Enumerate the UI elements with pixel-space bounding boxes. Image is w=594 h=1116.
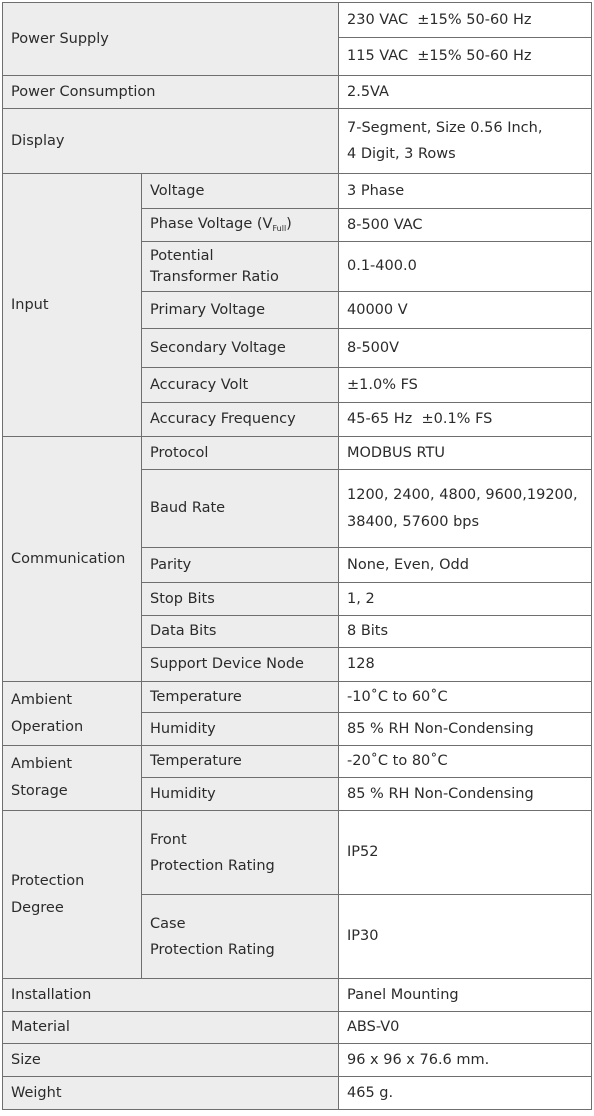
power-consumption-label: Power Consumption [3, 76, 339, 109]
communication-label: Communication [3, 437, 142, 682]
accuracy-volt-label: Accuracy Volt [142, 368, 339, 403]
storage-temperature-label: Temperature [142, 746, 339, 778]
table-row [3, 3, 592, 38]
ambient-operation-label-line: Operation [11, 718, 84, 735]
table-row [3, 979, 592, 1012]
parity-value: None, Even, Odd [339, 548, 592, 583]
accuracy-frequency-value: 45-65 Hz ±0.1% FS [339, 403, 592, 437]
table-row [3, 746, 592, 778]
pt-ratio-label-line: Transformer Ratio [150, 268, 279, 285]
data-bits-label: Data Bits [142, 616, 339, 648]
power-supply-value-230: 230 VAC ±15% 50-60 Hz [339, 3, 592, 38]
installation-label: Installation [3, 979, 339, 1012]
ambient-storage-label-line: Storage [11, 783, 68, 799]
front-protection-label-line: Front [150, 831, 187, 848]
secondary-voltage-value: 8-500V [339, 329, 592, 368]
material-value: ABS-V0 [339, 1012, 592, 1044]
display-value-line: 7-Segment, Size 0.56 Inch, [347, 120, 543, 136]
protection-degree-label [3, 811, 142, 979]
phase-voltage-subscript: Full [272, 224, 287, 233]
power-supply-value-115: 115 VAC ±15% 50-60 Hz [339, 38, 592, 76]
ambient-storage-label [3, 746, 142, 811]
weight-value: 465 g. [339, 1077, 592, 1110]
storage-temperature-value: -20˚C to 80˚C [339, 746, 592, 778]
specification-table [2, 2, 592, 1110]
front-protection-label-line: Protection Rating [150, 857, 275, 874]
table-row [3, 174, 592, 209]
power-consumption-value: 2.5VA [339, 76, 592, 109]
support-device-node-label: Support Device Node [142, 648, 339, 682]
table-row [3, 1077, 592, 1110]
table-row [3, 811, 592, 895]
case-protection-label-line: Case [150, 915, 186, 932]
display-label: Display [3, 109, 339, 174]
accuracy-volt-value: ±1.0% FS [339, 368, 592, 403]
power-supply-label: Power Supply [3, 3, 339, 76]
installation-value: Panel Mounting [339, 979, 592, 1012]
phase-voltage-label-tail: ) [286, 216, 292, 232]
pt-ratio-label-line: Potential [150, 247, 214, 264]
pt-ratio-label [142, 242, 339, 292]
protocol-label: Protocol [142, 437, 339, 470]
phase-voltage-value: 8-500 VAC [339, 209, 592, 242]
storage-humidity-label: Humidity [142, 778, 339, 811]
size-value: 96 x 96 x 76.6 mm. [339, 1044, 592, 1077]
storage-humidity-value: 85 % RH Non-Condensing [339, 778, 592, 811]
operation-humidity-value: 85 % RH Non-Condensing [339, 713, 592, 746]
baud-rate-value [339, 470, 592, 548]
protocol-value: MODBUS RTU [339, 437, 592, 470]
table-row [3, 1012, 592, 1044]
data-bits-value: 8 Bits [339, 616, 592, 648]
case-protection-label [142, 895, 339, 979]
ambient-storage-label-line: Ambient [11, 756, 73, 772]
display-value-line: 4 Digit, 3 Rows [347, 146, 456, 162]
secondary-voltage-label: Secondary Voltage [142, 329, 339, 368]
baud-rate-value-line: 1200, 2400, 4800, 9600,19200, [347, 486, 578, 503]
voltage-value: 3 Phase [339, 174, 592, 209]
table-row [3, 437, 592, 470]
voltage-label: Voltage [142, 174, 339, 209]
phase-voltage-label-text: Phase Voltage (V [150, 216, 273, 232]
phase-voltage-label [142, 209, 339, 242]
size-label: Size [3, 1044, 339, 1077]
ambient-operation-label-line: Ambient [11, 691, 73, 708]
accuracy-frequency-label: Accuracy Frequency [142, 403, 339, 437]
primary-voltage-label: Primary Voltage [142, 292, 339, 329]
pt-ratio-value: 0.1-400.0 [339, 242, 592, 292]
table-row [3, 682, 592, 713]
operation-humidity-label: Humidity [142, 713, 339, 746]
parity-label: Parity [142, 548, 339, 583]
case-protection-label-line: Protection Rating [150, 941, 275, 958]
case-protection-value: IP30 [339, 895, 592, 979]
material-label: Material [3, 1012, 339, 1044]
table-row [3, 1044, 592, 1077]
front-protection-value: IP52 [339, 811, 592, 895]
ambient-operation-label [3, 682, 142, 746]
input-label: Input [3, 174, 142, 437]
baud-rate-value-line: 38400, 57600 bps [347, 513, 480, 530]
primary-voltage-value: 40000 V [339, 292, 592, 329]
protection-degree-label-line: Protection [11, 872, 85, 889]
protection-degree-label-line: Degree [11, 899, 64, 916]
display-value [339, 109, 592, 174]
table-row [3, 109, 592, 174]
operation-temperature-label: Temperature [142, 682, 339, 713]
stop-bits-label: Stop Bits [142, 583, 339, 616]
weight-label: Weight [3, 1077, 339, 1110]
stop-bits-value: 1, 2 [339, 583, 592, 616]
support-device-node-value: 128 [339, 648, 592, 682]
baud-rate-label: Baud Rate [142, 470, 339, 548]
front-protection-label [142, 811, 339, 895]
table-row [3, 76, 592, 109]
operation-temperature-value: -10˚C to 60˚C [339, 682, 592, 713]
